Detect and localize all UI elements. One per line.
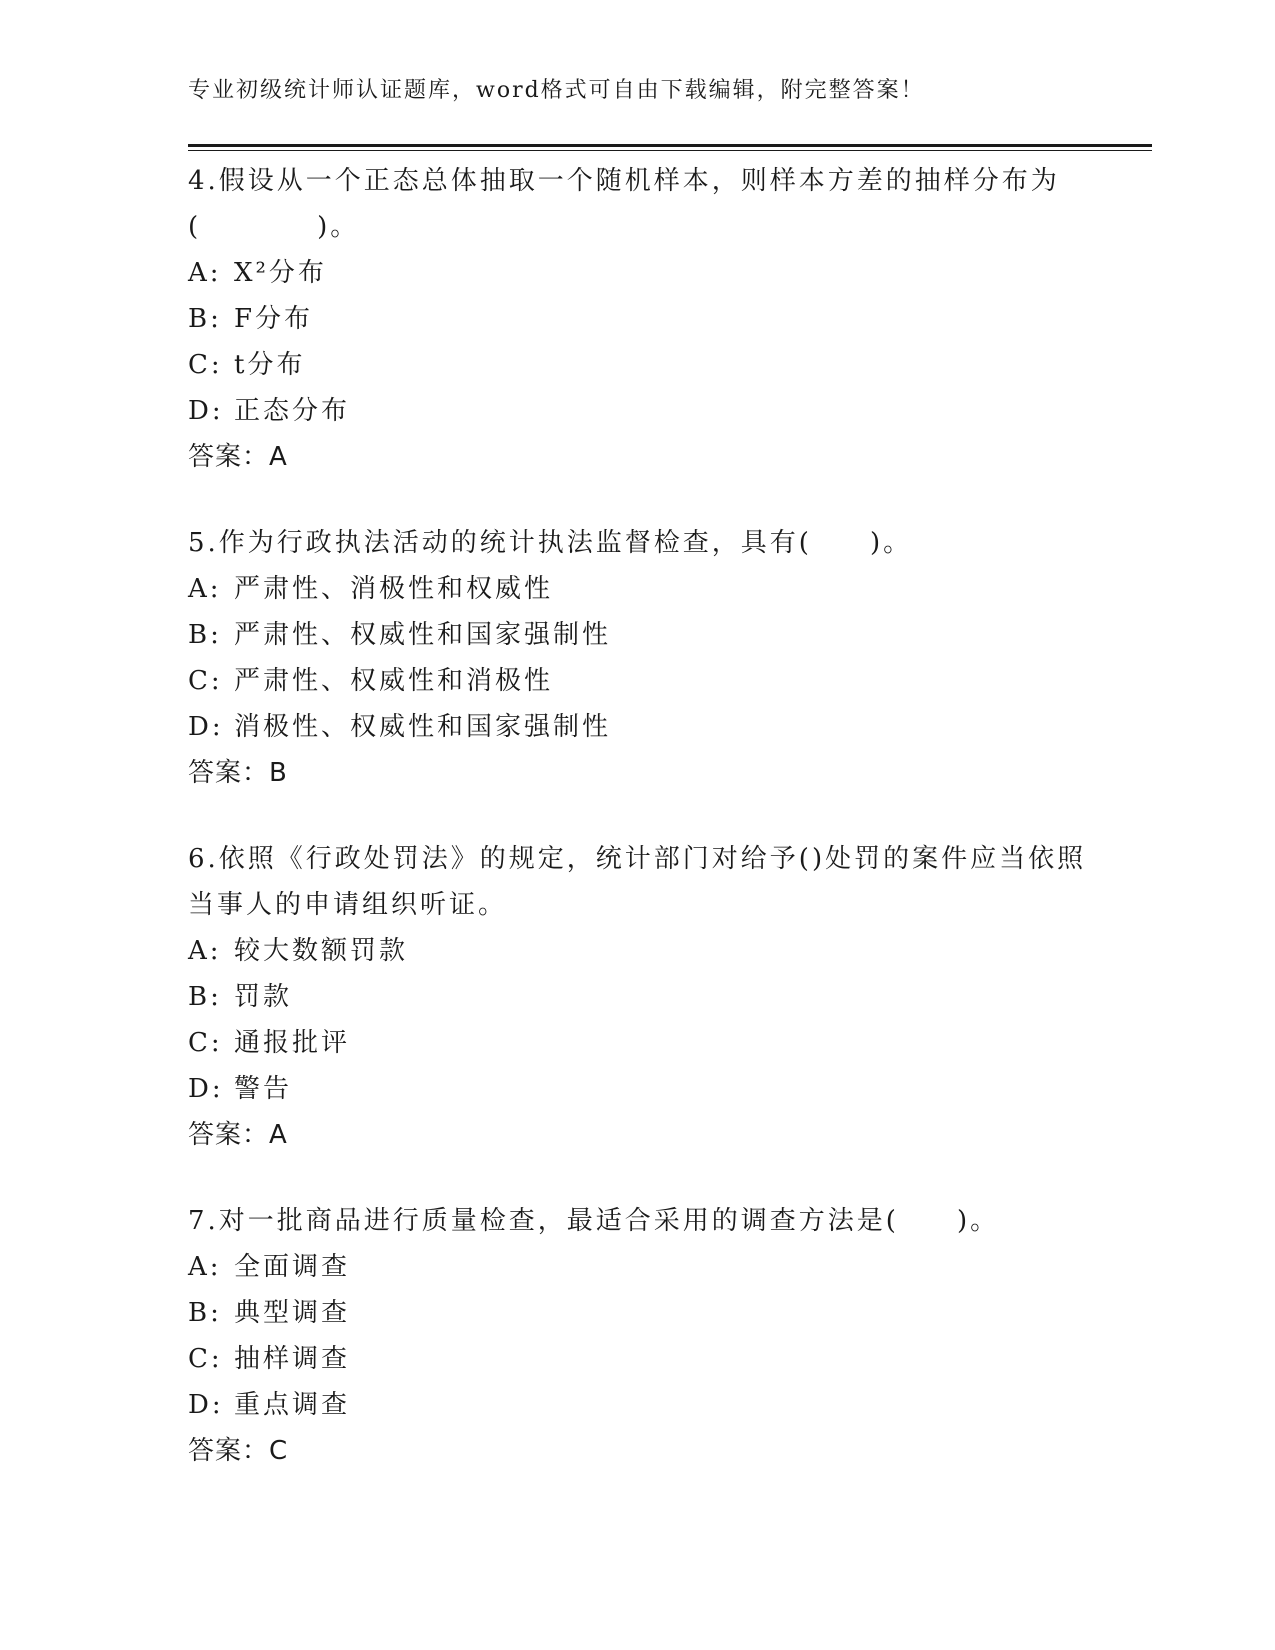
question-text: 4.假设从一个正态总体抽取一个随机样本，则样本方差的抽样分布为( )。 (188, 166, 1060, 242)
option-key: C: (188, 666, 223, 696)
option-key: A: (188, 1252, 222, 1282)
question-5 (188, 520, 1088, 796)
option-d (188, 1066, 1088, 1112)
option-a (188, 566, 1088, 612)
option-text: 警告 (234, 1074, 293, 1104)
option-key: C: (188, 1344, 223, 1374)
option-c (188, 1020, 1088, 1066)
option-key: A: (188, 258, 222, 288)
answer-line: 答案：A (188, 1120, 288, 1150)
question-4 (188, 158, 1088, 480)
answer-line: 答案：C (188, 1436, 289, 1466)
option-a (188, 928, 1088, 974)
option-text: 抽样调查 (234, 1344, 351, 1374)
option-a (188, 250, 1088, 296)
option-text: 较大数额罚款 (234, 936, 409, 966)
answer-line: 答案：A (188, 442, 288, 472)
option-text: t分布 (234, 350, 306, 380)
option-c (188, 1336, 1088, 1382)
option-key: A: (188, 936, 222, 966)
option-key: D: (188, 712, 224, 742)
question-6 (188, 836, 1088, 1158)
option-list (188, 566, 1088, 750)
option-a (188, 1244, 1088, 1290)
option-text: 典型调查 (234, 1298, 351, 1328)
option-text: 正态分布 (234, 396, 351, 426)
option-text: 罚款 (234, 982, 293, 1012)
option-d (188, 704, 1088, 750)
option-text: 通报批评 (234, 1028, 351, 1058)
option-text: 严肃性、权威性和消极性 (234, 666, 554, 696)
option-key: B: (188, 1298, 222, 1328)
answer-line: 答案：B (188, 758, 288, 788)
option-key: D: (188, 1390, 224, 1420)
option-text: X²分布 (234, 258, 327, 288)
option-b (188, 1290, 1088, 1336)
option-key: D: (188, 396, 224, 426)
question-text: 5.作为行政执法活动的统计执法监督检查，具有( )。 (188, 528, 913, 558)
option-text: 重点调查 (234, 1390, 351, 1420)
option-text: 消极性、权威性和国家强制性 (234, 712, 612, 742)
option-b (188, 974, 1088, 1020)
option-key: C: (188, 1028, 223, 1058)
option-d (188, 388, 1088, 434)
option-d (188, 1382, 1088, 1428)
option-text: 全面调查 (234, 1252, 351, 1282)
option-c (188, 342, 1088, 388)
header-rule-thick (188, 144, 1152, 147)
question-text: 7.对一批商品进行质量检查，最适合采用的调查方法是( )。 (188, 1206, 1000, 1236)
option-key: B: (188, 982, 222, 1012)
option-key: C: (188, 350, 223, 380)
option-text: F分布 (234, 304, 314, 334)
option-key: B: (188, 620, 222, 650)
option-key: B: (188, 304, 222, 334)
option-b (188, 296, 1088, 342)
option-list (188, 1244, 1088, 1428)
option-text: 严肃性、权威性和国家强制性 (234, 620, 612, 650)
option-key: D: (188, 1074, 224, 1104)
option-key: A: (188, 574, 222, 604)
question-7 (188, 1198, 1088, 1474)
option-list (188, 250, 1088, 434)
option-b (188, 612, 1088, 658)
question-text: 6.依照《行政处罚法》的规定，统计部门对给予()处罚的案件应当依照当事人的申请组织听证。 (188, 844, 1087, 920)
header-rule-thin (188, 150, 1152, 151)
page-header: 专业初级统计师认证题库，word格式可自由下载编辑，附完整答案！ (188, 78, 925, 103)
question-list (188, 158, 1088, 1514)
option-list (188, 928, 1088, 1112)
option-c (188, 658, 1088, 704)
option-text: 严肃性、消极性和权威性 (234, 574, 554, 604)
